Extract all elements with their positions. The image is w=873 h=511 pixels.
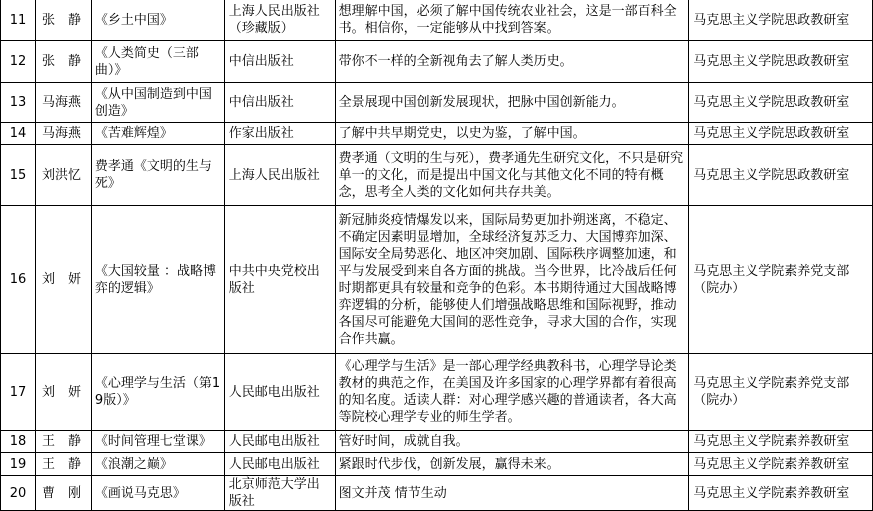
cell-publisher[interactable]: 北京师范大学出版社 [224, 476, 335, 511]
cell-no[interactable]: 17 [1, 354, 36, 431]
cell-author[interactable]: 王 静 [35, 453, 91, 476]
cell-no[interactable]: 14 [1, 123, 36, 145]
cell-dept[interactable]: 马克思主义学院素养党支部（院办） [689, 354, 873, 431]
cell-author[interactable]: 张 静 [35, 41, 91, 83]
cell-no[interactable]: 19 [1, 453, 36, 476]
cell-intro[interactable]: 全景展现中国创新发展现状，把脉中国创新能力。 [335, 83, 689, 123]
cell-publisher[interactable]: 上海人民出版社（珍藏版） [224, 0, 335, 41]
table-row [1, 476, 873, 511]
table-row [1, 206, 873, 354]
cell-author[interactable]: 刘 妍 [35, 206, 91, 354]
cell-no[interactable]: 12 [1, 41, 36, 83]
table-row [1, 431, 873, 453]
cell-dept[interactable]: 马克思主义学院思政教研室 [689, 123, 873, 145]
table-row [1, 453, 873, 476]
cell-intro[interactable]: 管好时间，成就自我。 [335, 431, 689, 453]
table-row [1, 41, 873, 83]
cell-dept[interactable]: 马克思主义学院思政教研室 [689, 41, 873, 83]
cell-title[interactable]: 《大国较量 ：战略博弈的逻辑》 [91, 206, 224, 354]
cell-dept[interactable]: 马克思主义学院素养教研室 [689, 476, 873, 511]
cell-no[interactable]: 13 [1, 83, 36, 123]
cell-dept[interactable]: 马克思主义学院思政教研室 [689, 145, 873, 206]
cell-title[interactable]: 《从中国制造到中国创造》 [91, 83, 224, 123]
cell-title[interactable]: 《心理学与生活（第19版）》 [91, 354, 224, 431]
cell-intro[interactable]: 《心理学与生活》是一部心理学经典教科书，心理学导论类教材的典范之作，在美国及许多国家的心理学界都有着很高的知名度。适读人群：对心理学感兴趣的普通读者，各大高等院校心理学专业的师生学者。 [335, 354, 689, 431]
table-row [1, 0, 873, 41]
cell-publisher[interactable]: 人民邮电出版社 [224, 354, 335, 431]
cell-author[interactable]: 马海燕 [35, 83, 91, 123]
cell-author[interactable]: 马海燕 [35, 123, 91, 145]
cell-dept[interactable]: 马克思主义学院思政教研室 [689, 83, 873, 123]
cell-author[interactable]: 刘 妍 [35, 354, 91, 431]
cell-publisher[interactable]: 中共中央党校出版社 [224, 206, 335, 354]
cell-intro[interactable]: 新冠肺炎疫情爆发以来，国际局势更加扑朔迷离，不稳定、不确定因素明显增加，全球经济复苏乏力、大国博弈加深、国际安全局势恶化、地区冲突加剧、国际秩序调整加速，和平与发展受到来自各方面的挑战。当今世界，比冷战后任何时期都更具有较量和竞争的色彩。本书期待通过大国战略博弈逻辑的分析，能够使人们增强战略思维和国际视野，推动各国尽可能避免大国间的恶性竞争，寻求大国的合作，实现合作共赢。 [335, 206, 689, 354]
cell-publisher[interactable]: 作家出版社 [224, 123, 335, 145]
cell-title[interactable]: 《苦难辉煌》 [91, 123, 224, 145]
cell-publisher[interactable]: 人民邮电出版社 [224, 431, 335, 453]
cell-dept[interactable]: 马克思主义学院素养党支部（院办） [689, 206, 873, 354]
cell-no[interactable]: 11 [1, 0, 36, 41]
cell-author[interactable]: 刘洪忆 [35, 145, 91, 206]
cell-no[interactable]: 16 [1, 206, 36, 354]
cell-intro[interactable]: 紧跟时代步伐，创新发展，赢得未来。 [335, 453, 689, 476]
cell-intro[interactable]: 费孝通（文明的生与死），费孝通先生研究文化，不只是研究单一的文化，而是提出中国文化与其他文化不同的特有概念，思考全人类的文化如何共存共美。 [335, 145, 689, 206]
cell-title[interactable]: 费孝通《文明的生与死》 [91, 145, 224, 206]
cell-publisher[interactable]: 人民邮电出版社 [224, 453, 335, 476]
cell-dept[interactable]: 马克思主义学院素养教研室 [689, 453, 873, 476]
cell-intro[interactable]: 图文并茂 情节生动 [335, 476, 689, 511]
cell-title[interactable]: 《浪潮之巅》 [91, 453, 224, 476]
cell-title[interactable]: 《乡土中国》 [91, 0, 224, 41]
cell-intro[interactable]: 带你不一样的全新视角去了解人类历史。 [335, 41, 689, 83]
cell-title[interactable]: 《画说马克思》 [91, 476, 224, 511]
cell-title[interactable]: 《时间管理七堂课》 [91, 431, 224, 453]
table-row [1, 354, 873, 431]
cell-dept[interactable]: 马克思主义学院素养教研室 [689, 431, 873, 453]
cell-title[interactable]: 《人类简史（三部曲）》 [91, 41, 224, 83]
cell-publisher[interactable]: 中信出版社 [224, 41, 335, 83]
cell-publisher[interactable]: 中信出版社 [224, 83, 335, 123]
cell-no[interactable]: 18 [1, 431, 36, 453]
cell-author[interactable]: 曹 刚 [35, 476, 91, 511]
table-row [1, 123, 873, 145]
cell-intro[interactable]: 了解中共早期党史，以史为鉴，了解中国。 [335, 123, 689, 145]
cell-author[interactable]: 张 静 [35, 0, 91, 41]
cell-publisher[interactable]: 上海人民出版社 [224, 145, 335, 206]
cell-dept[interactable]: 马克思主义学院思政教研室 [689, 0, 873, 41]
table-row [1, 83, 873, 123]
cell-intro[interactable]: 想理解中国，必须了解中国传统农业社会，这是一部百科全书。相信你，一定能够从中找到答案。 [335, 0, 689, 41]
cell-no[interactable]: 20 [1, 476, 36, 511]
cell-author[interactable]: 王 静 [35, 431, 91, 453]
table-row [1, 145, 873, 206]
cell-no[interactable]: 15 [1, 145, 36, 206]
